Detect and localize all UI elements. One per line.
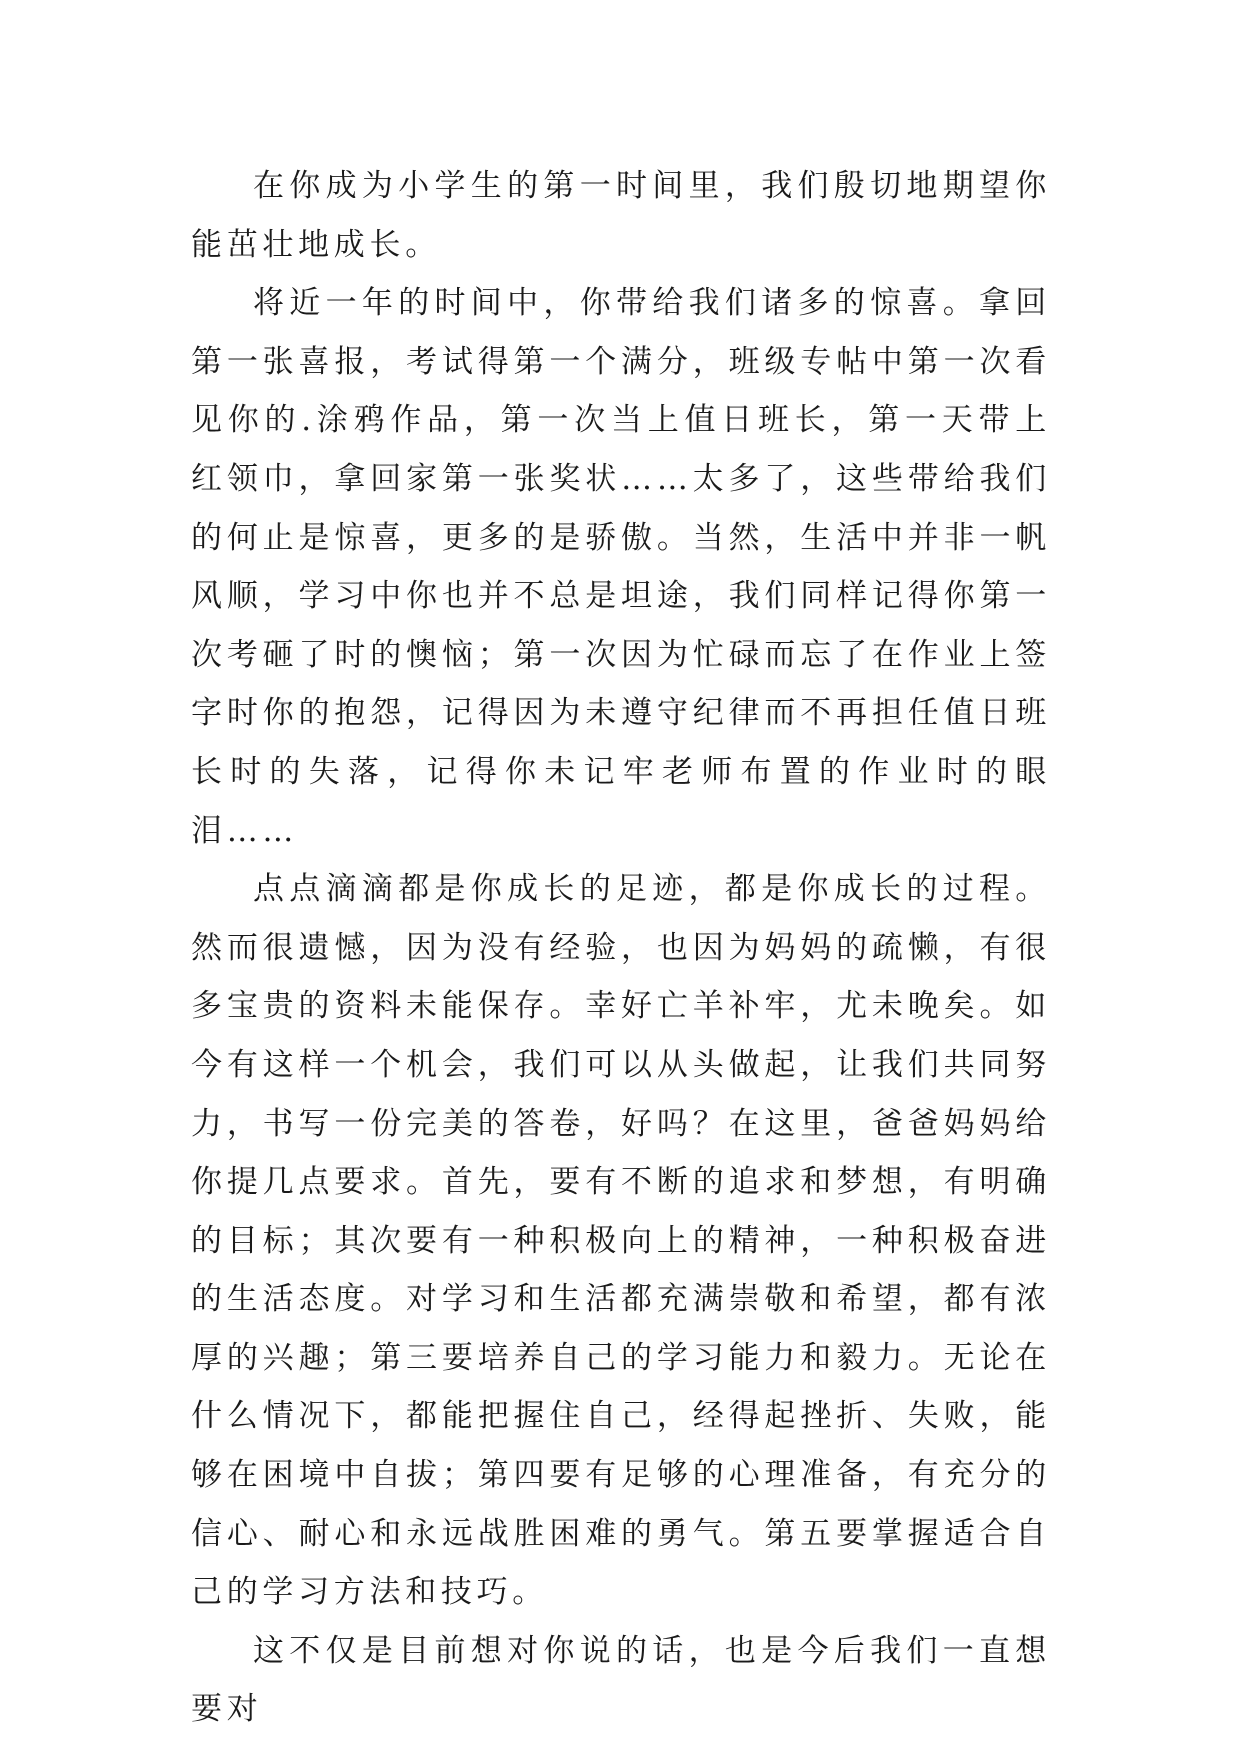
document-body	[191, 157, 1051, 1739]
paragraph-2: 将近一年的时间中，你带给我们诸多的惊喜。拿回第一张喜报，考试得第一个满分，班级专帖中第一次看见你的.涂鸦作品，第一次当上值日班长，第一天带上红领巾，拿回家第一张奖状……太多了，这些带给我们的何止是惊喜，更多的是骄傲。当然，生活中并非一帆风顺，学习中你也并不总是坦途，我们同样记得你第一次考砸了时的懊恼；第一次因为忙碌而忘了在作业上签字时你的抱怨，记得因为未遵守纪律而不再担任值日班长时的失落，记得你未记牢老师布置的作业时的眼泪……	[191, 285, 1051, 849]
paragraph-1: 在你成为小学生的第一时间里，我们殷切地期望你能茁壮地成长。	[191, 168, 1051, 263]
paragraph-4: 这不仅是目前想对你说的话，也是今后我们一直想要对	[191, 1632, 1051, 1728]
paragraph-3: 点点滴滴都是你成长的足迹，都是你成长的过程。然而很遗憾，因为没有经验，也因为妈妈的疏懒，有很多宝贵的资料未能保存。幸好亡羊补牢，尤未晚矣。如今有这样一个机会，我们可以从头做起，让我们共同努力，书写一份完美的答卷，好吗？在这里，爸爸妈妈给你提几点要求。首先，要有不断的追求和梦想，有明确的目标；其次要有一种积极向上的精神，一种积极奋进的生活态度。对学习和生活都充满崇敬和希望，都有浓厚的兴趣；第三要培养自己的学习能力和毅力。无论在什么情况下，都能把握住自己，经得起挫折、失败，能够在困境中自拔；第四要有足够的心理准备，有充分的信心、耐心和永远战胜困难的勇气。第五要掌握适合自己的学习方法和技巧。	[191, 871, 1051, 1611]
